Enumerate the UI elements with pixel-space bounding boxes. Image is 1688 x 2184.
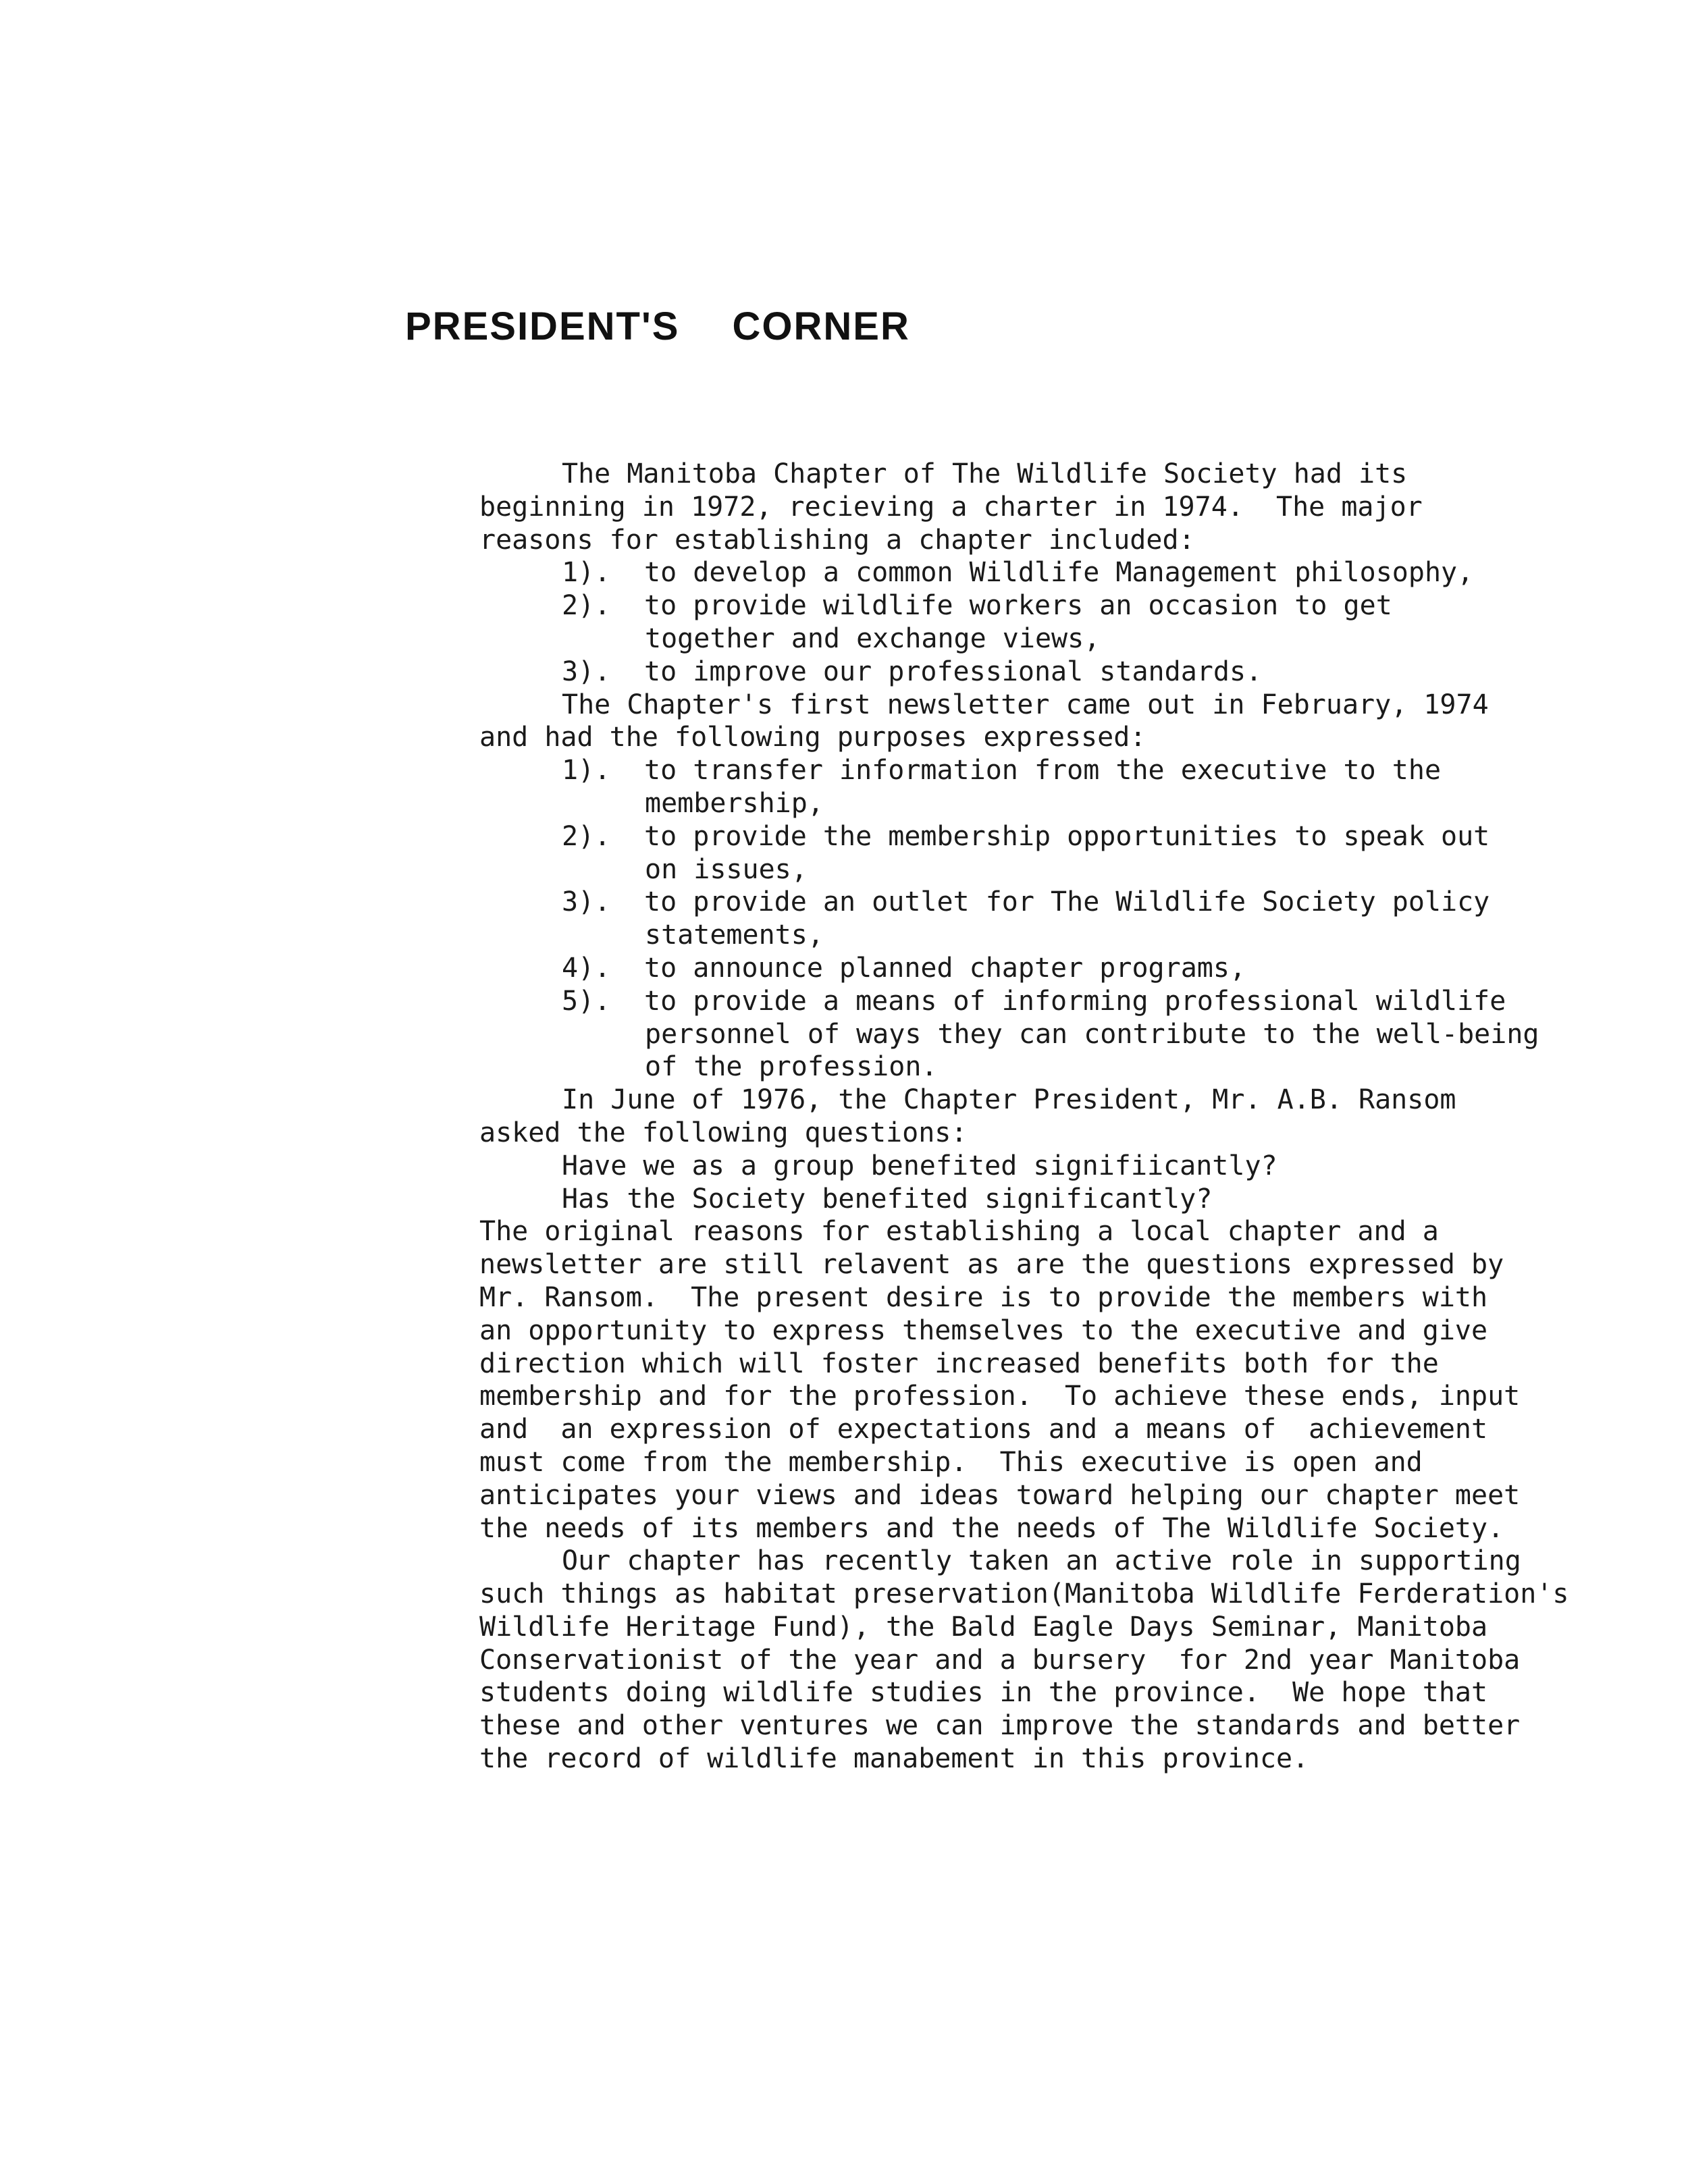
- list-number: 3).: [562, 886, 611, 918]
- list-text: together and exchange views,: [645, 622, 1101, 654]
- list-text: to develop a common Wildlife Management philosophy,: [644, 557, 1474, 589]
- text-line: an opportunity to express themselves to the executive and give: [479, 1314, 1488, 1346]
- text-line: must come from the membership. This executive is open and: [479, 1446, 1423, 1478]
- text-line: students doing wildlife studies in the province. We hope that: [479, 1677, 1488, 1709]
- page-title: PRESIDENT'S CORNER: [405, 304, 910, 348]
- text-line: such things as habitat preservation(Manitoba Wildlife Ferderation's: [479, 1578, 1569, 1610]
- text-line: Mr. Ransom. The present desire is to provide the members with: [479, 1281, 1488, 1313]
- text-line: membership and for the profession. To achieve these ends, input: [479, 1381, 1521, 1412]
- list-text: statements,: [645, 920, 824, 951]
- list-number: 3).: [562, 656, 611, 687]
- text-line: reasons for establishing a chapter included:: [479, 524, 1195, 556]
- text-line: direction which will foster increased benefits both for the: [479, 1348, 1439, 1379]
- list-number: 2).: [562, 820, 611, 852]
- list-number: 4).: [562, 952, 611, 984]
- text-line: Our chapter has recently taken an active role in supporting: [562, 1545, 1521, 1577]
- list-text: to improve our professional standards.: [644, 656, 1263, 687]
- text-line: anticipates your views and ideas toward helping our chapter meet: [479, 1479, 1521, 1511]
- list-item: [479, 656, 1593, 689]
- list-item: [479, 820, 1593, 853]
- list-text: to provide the membership opportunities to speak out: [644, 820, 1490, 852]
- text-line: The original reasons for establishing a local chapter and a: [479, 1216, 1439, 1248]
- text-line: beginning in 1972, recieving a charter in 1974. The major: [479, 491, 1423, 523]
- list-number: 1).: [562, 557, 611, 589]
- list-text: to provide wildlife workers an occasion to get: [644, 590, 1392, 622]
- text-line: asked the following questions:: [479, 1117, 968, 1148]
- list-item: [479, 985, 1593, 1018]
- text-line: the record of wildlife manabement in this province.: [479, 1743, 1309, 1775]
- text-line: The Chapter's first newsletter came out in February, 1974: [562, 689, 1489, 720]
- list-text: to provide a means of informing professional wildlife: [644, 985, 1506, 1017]
- list-text: of the profession.: [645, 1051, 938, 1083]
- text-line: these and other ventures we can improve the standards and better: [479, 1710, 1521, 1742]
- text-line: and an expression of expectations and a means of achievement: [479, 1414, 1488, 1445]
- list-text: personnel of ways they can contribute to the well-being: [645, 1018, 1539, 1050]
- list-item: [479, 589, 1593, 622]
- list-text: to announce planned chapter programs,: [644, 952, 1246, 984]
- text-line: Conservationist of the year and a bursery for 2nd year Manitoba: [479, 1644, 1521, 1676]
- text-line: newsletter are still relavent as are the questions expressed by: [479, 1249, 1504, 1281]
- text-line: The Manitoba Chapter of The Wildlife Society had its: [562, 458, 1408, 489]
- list-number: 2).: [562, 590, 611, 622]
- list-item: [479, 952, 1593, 985]
- list-text: membership,: [645, 787, 824, 819]
- list-number: 5).: [562, 985, 611, 1017]
- list-text: on issues,: [645, 853, 808, 885]
- question-line: Has the Society benefited significantly?: [562, 1183, 1213, 1215]
- text-line: Wildlife Heritage Fund), the Bald Eagle Days Seminar, Manitoba: [479, 1611, 1488, 1643]
- text-line: and had the following purposes expressed:: [479, 722, 1146, 753]
- list-number: 1).: [562, 755, 611, 787]
- question-line: Have we as a group benefited signifiicantly?: [562, 1150, 1277, 1181]
- list-item: [479, 556, 1593, 589]
- text-line: In June of 1976, the Chapter President, Mr. A.B. Ransom: [562, 1084, 1456, 1116]
- article-body: [479, 458, 1593, 1776]
- list-item: [479, 886, 1593, 919]
- list-text: to provide an outlet for The Wildlife Society policy: [644, 886, 1490, 918]
- list-item: [479, 754, 1593, 787]
- text-line: the needs of its members and the needs of The Wildlife Society.: [479, 1512, 1504, 1544]
- list-text: to transfer information from the executive to the: [644, 755, 1442, 787]
